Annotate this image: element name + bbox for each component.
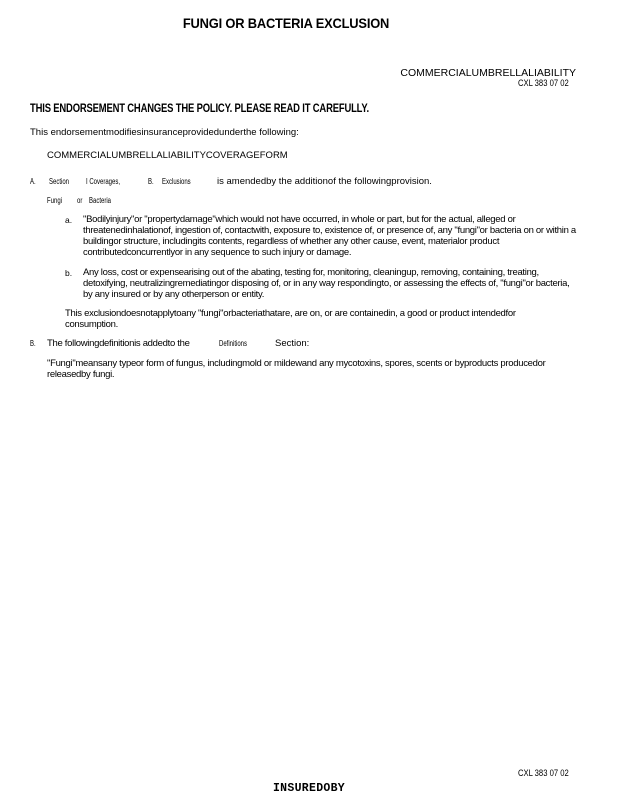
endorsement-notice: THIS ENDORSEMENT CHANGES THE POLICY. PLEASE READ IT CAREFULLY. (30, 103, 369, 115)
intro-text: This endorsementmodifiesinsuranceprovidedunderthe following: (30, 127, 299, 138)
section-a-text: is amendedby the additionof the followingprovision. (217, 176, 432, 187)
subheading-bacteria: Bacteria (89, 196, 112, 205)
document-title: FUNGI OR BACTERIA EXCLUSION (182, 15, 390, 31)
section-b-text: The followingdefinitionis addedto the (47, 338, 190, 349)
section-a-ref-coverages: I Coverages, (86, 177, 121, 186)
subheading-or: or (77, 196, 83, 205)
section-b-letter: B. (30, 339, 36, 348)
form-code: CXL 383 07 02 (518, 78, 569, 88)
item-b-text: Any loss, cost or expensearising out of the abating, testing for, monitoring, cleaningup, removing, containing, treating, detoxifying, neutralizingremediatingor disposing of, or in any way respondingto, or assessing the effects of, "fungi"or bacteria, by any insured or by any otherperson or entity. (83, 267, 570, 300)
section-b-ref-definitions: Definitions (219, 339, 248, 348)
section-a-letter: A. (30, 177, 36, 186)
item-a-text: "Bodilyinjury"or "propertydamage"which would not have occurred, in whole or part, but for the actual, alleged or threatenedinhalationof, ingestion of, contactwith, exposure to, existence of, or presence of, any "fungi"or bacteria on or within a buildingor structure, includingits contents, regardless of whether any other cause, event, materialor product contributedconcurrentlyor in any sequence to such injury or damage. (83, 214, 576, 258)
section-a-ref-section: Section (49, 177, 70, 186)
fungi-definition: "Fungi"meansany typeor form of fungus, includingmold or mildewand any mycotoxins, spores, scents or byproducts producedor releasedby fungi. (47, 358, 546, 380)
exclusion-exception: This exclusiondoesnotapplytoany "fungi"orbacteriathatare, are on, or are containedin, a good or product intendedfor consumption. (65, 308, 516, 330)
footer-form-code: CXL 383 07 02 (518, 768, 569, 778)
section-a-ref-b: B. (148, 177, 154, 186)
footer-brand: INSUREDOBY (272, 782, 345, 795)
section-a-ref-exclusions: Exclusions (162, 177, 191, 186)
subheading-fungi: Fungi (47, 196, 63, 205)
coverage-form-name: COMMERCIALUMBRELLALIABILITYCOVERAGEFORM (47, 150, 288, 161)
item-a-letter: a. (65, 215, 73, 225)
section-b-text-after: Section: (275, 338, 310, 349)
form-name: COMMERCIALUMBRELLALIABILITY (400, 67, 576, 79)
item-b-letter: b. (65, 268, 73, 278)
